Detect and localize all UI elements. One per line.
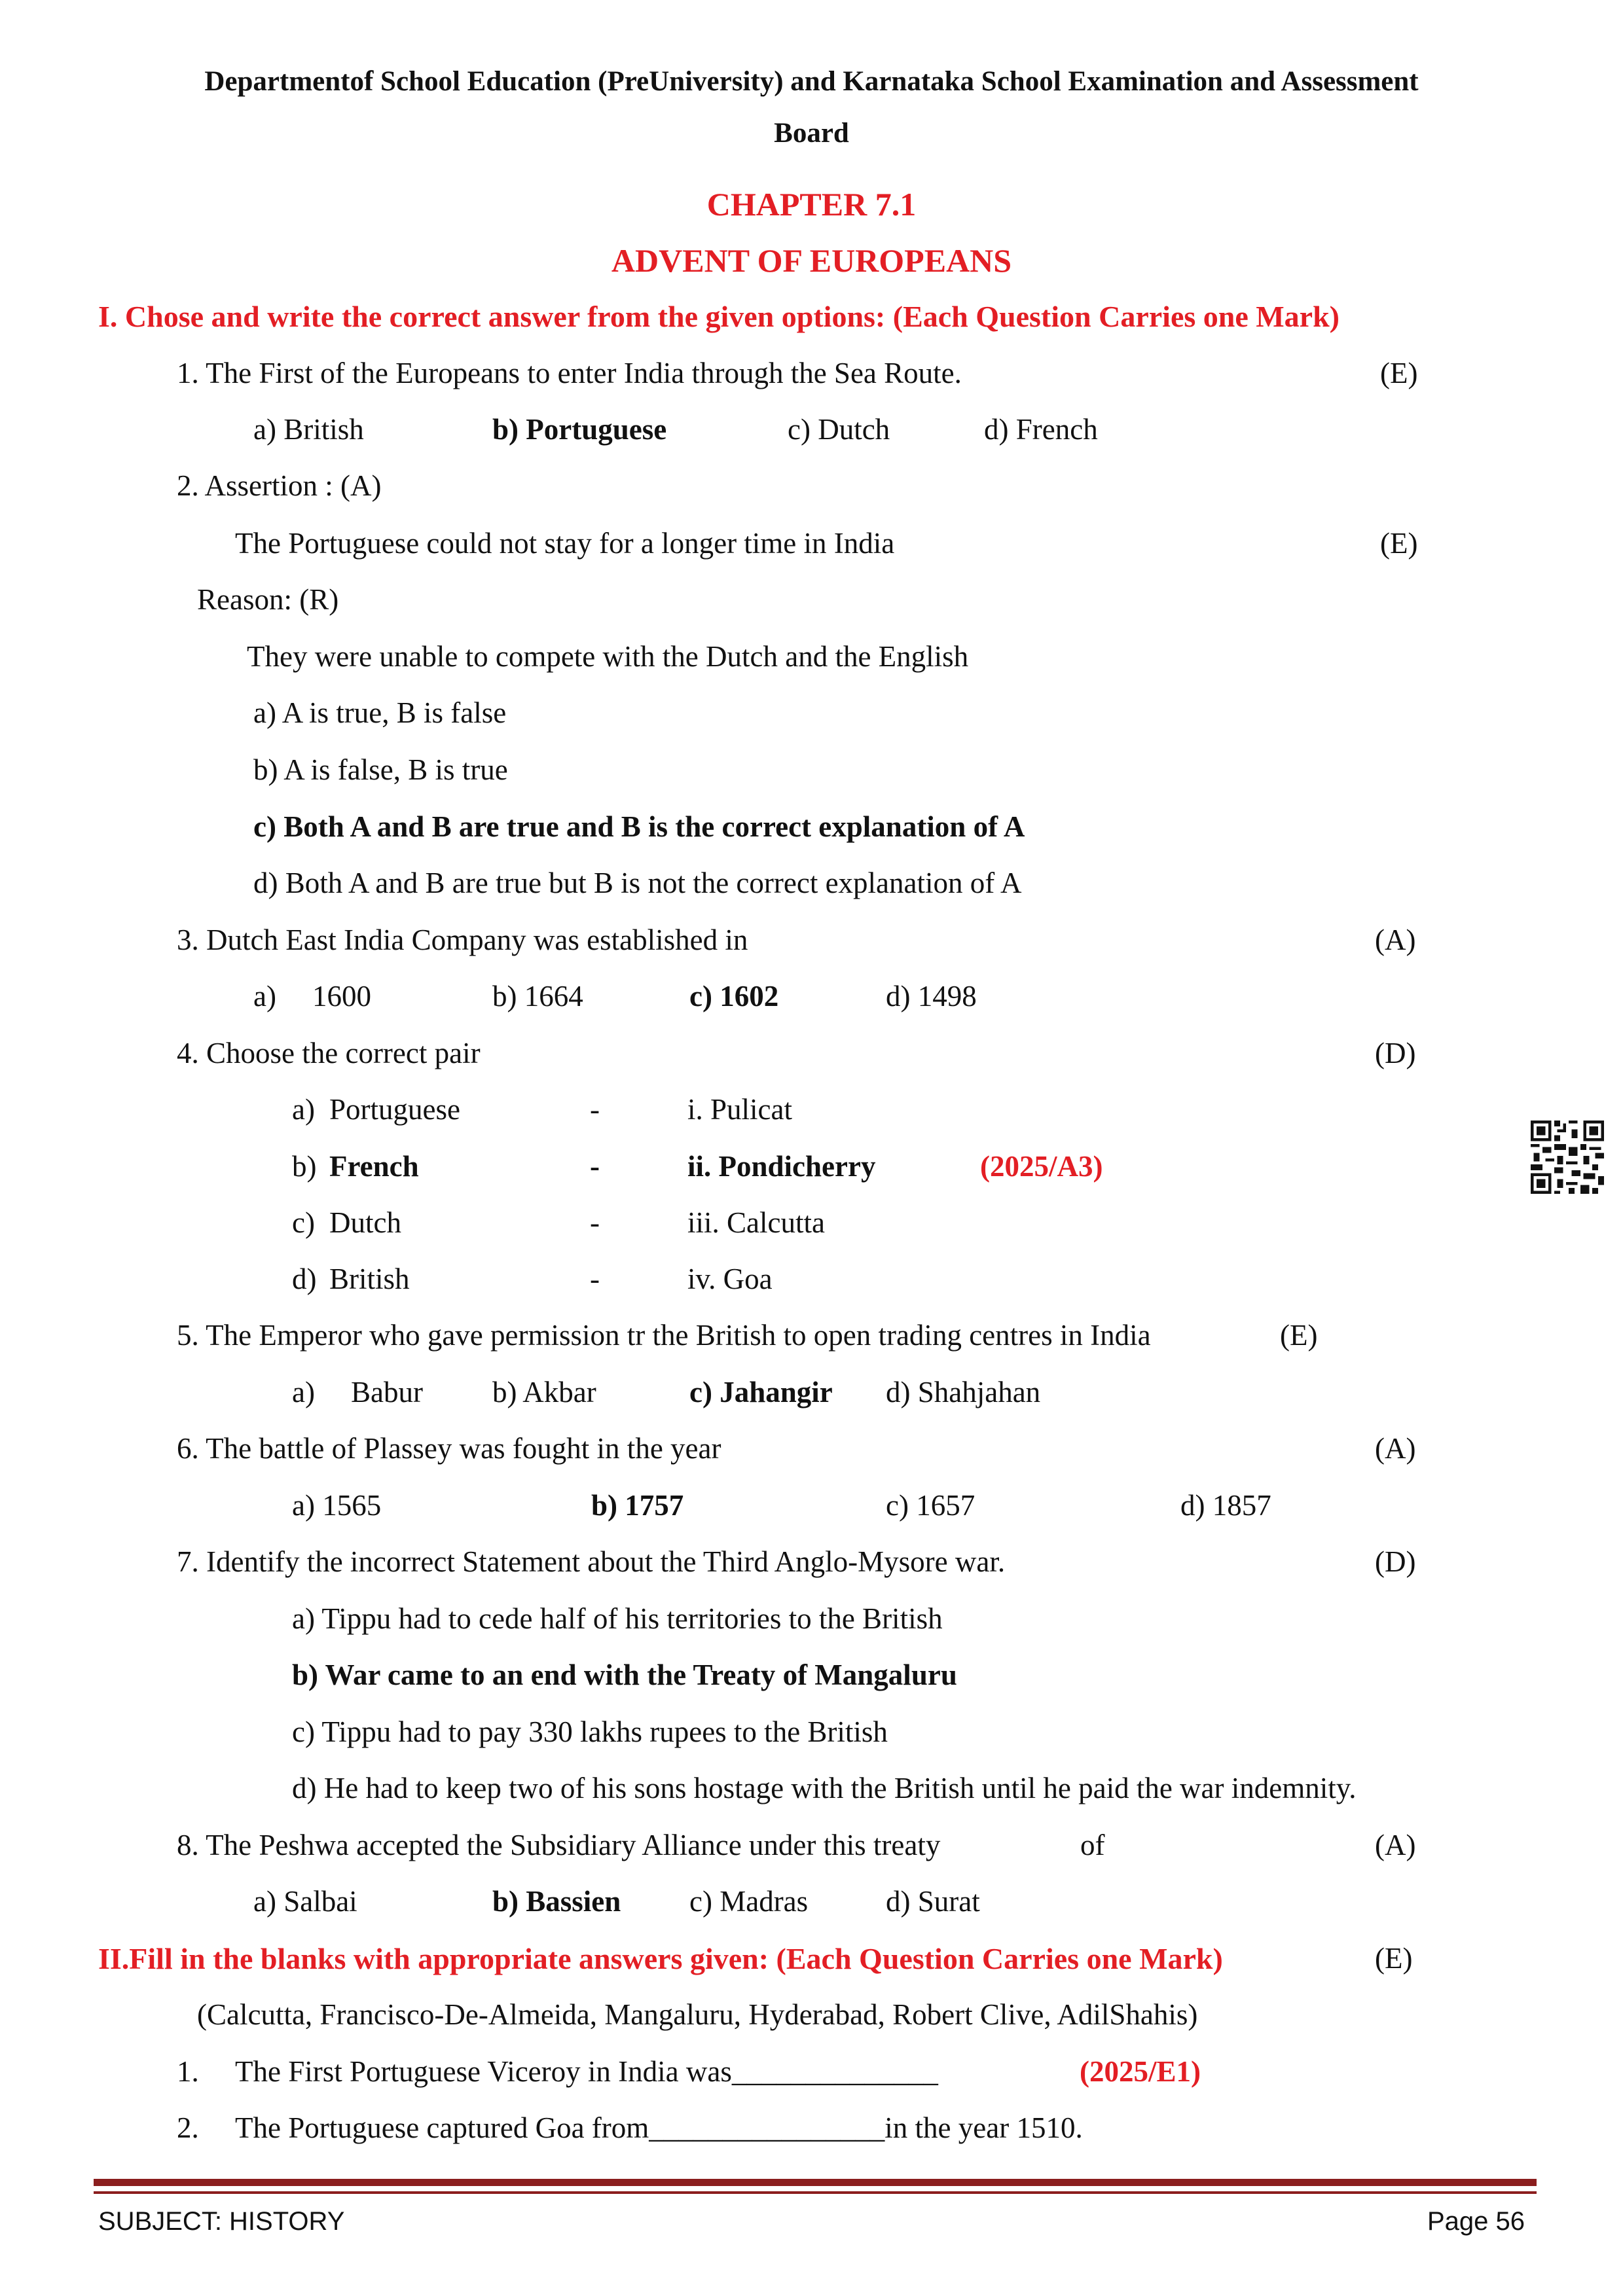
footer-rule-thin xyxy=(94,2191,1537,2194)
question-8: 8. The Peshwa accepted the Subsidiary Alliance under this treaty xyxy=(177,1829,941,1861)
fill-blank-1-number: 1. xyxy=(177,2055,199,2088)
q4-pair-d-dash: - xyxy=(590,1263,600,1295)
section-2-heading: II.Fill in the blanks with appropriate answers given: (Each Question Carries one Mark) xyxy=(98,1942,1223,1975)
board-header-line1: Departmentof School Education (PreUniversity) and Karnataka School Examination and Assessment xyxy=(204,66,1419,97)
question-1-tag: (E) xyxy=(1380,357,1418,389)
q6-option-b-answer: b) 1757 xyxy=(591,1489,684,1522)
q1-option-c: c) Dutch xyxy=(788,413,890,446)
q6-option-a: a) 1565 xyxy=(292,1489,382,1522)
fill-blank-1-reference: (2025/E1) xyxy=(1080,2055,1201,2088)
q4-pair-d-right: iv. Goa xyxy=(687,1263,773,1295)
question-4-tag: (D) xyxy=(1375,1037,1416,1069)
q4-pair-d-left: British xyxy=(329,1263,410,1295)
q7-option-d: d) He had to keep two of his sons hostage with the British until he paid the war indemnity. xyxy=(292,1772,1357,1804)
q2-assertion: The Portuguese could not stay for a longer time in India xyxy=(235,527,895,560)
section-2-options: (Calcutta, Francisco-De-Almeida, Mangaluru, Hyderabad, Robert Clive, AdilShahis) xyxy=(197,1998,1198,2031)
q5-option-a-label: a) xyxy=(292,1376,315,1408)
q8-option-b-answer: b) Bassien xyxy=(492,1885,621,1918)
q4-pair-a-left: Portuguese xyxy=(329,1093,460,1126)
q2-reason: They were unable to compete with the Dutch and the English xyxy=(247,640,969,673)
q4-pair-a-label: a) xyxy=(292,1093,315,1126)
q3-option-a-value: 1600 xyxy=(312,980,371,1013)
q8-option-d: d) Surat xyxy=(886,1885,980,1918)
q2-reason-label: Reason: (R) xyxy=(197,583,339,616)
q8-option-a: a) Salbai xyxy=(253,1885,357,1918)
footer-page-number: Page 56 xyxy=(1427,2207,1525,2236)
q5-option-c-answer: c) Jahangir xyxy=(689,1376,833,1408)
board-header-line2: Board xyxy=(774,118,849,149)
q4-pair-b-right-answer: ii. Pondicherry xyxy=(687,1150,876,1183)
q3-option-a-label: a) xyxy=(253,980,276,1013)
question-1: 1. The First of the Europeans to enter India through the Sea Route. xyxy=(177,357,962,389)
fill-blank-2-text: The Portuguese captured Goa from________________in the year 1510. xyxy=(235,2111,1083,2144)
question-5: 5. The Emperor who gave permission tr the British to open trading centres in India xyxy=(177,1319,1151,1352)
q7-option-b-answer: b) War came to an end with the Treaty of Mangaluru xyxy=(292,1659,957,1691)
question-8-of: of xyxy=(1080,1829,1105,1861)
q1-option-d: d) French xyxy=(984,413,1098,446)
q3-option-b: b) 1664 xyxy=(492,980,583,1013)
q3-option-c-answer: c) 1602 xyxy=(689,980,779,1013)
q4-pair-c-dash: - xyxy=(590,1206,600,1239)
fill-blank-2-number: 2. xyxy=(177,2111,199,2144)
question-5-tag: (E) xyxy=(1280,1319,1318,1352)
q6-option-c: c) 1657 xyxy=(886,1489,976,1522)
section-1-heading: I. Chose and write the correct answer from the given options: (Each Question Carries one Mark) xyxy=(98,300,1340,333)
q5-option-a-value: Babur xyxy=(351,1376,423,1408)
footer-subject: SUBJECT: HISTORY xyxy=(98,2207,345,2236)
q4-pair-c-label: c) xyxy=(292,1206,315,1239)
question-8-tag: (A) xyxy=(1375,1829,1416,1861)
q2-option-a: a) A is true, B is false xyxy=(253,696,507,729)
chapter-number: CHAPTER 7.1 xyxy=(706,186,917,223)
question-3-tag: (A) xyxy=(1375,924,1416,956)
question-6-tag: (A) xyxy=(1375,1432,1416,1465)
q1-option-a: a) British xyxy=(253,413,364,446)
q3-option-d: d) 1498 xyxy=(886,980,977,1013)
q7-option-a: a) Tippu had to cede half of his territories to the British xyxy=(292,1602,943,1635)
q4-pair-a-dash: - xyxy=(590,1093,600,1126)
q4-pair-b-left-answer: French xyxy=(329,1150,419,1183)
q5-option-b: b) Akbar xyxy=(492,1376,596,1408)
question-4: 4. Choose the correct pair xyxy=(177,1037,481,1069)
q4-pair-a-right: i. Pulicat xyxy=(687,1093,792,1126)
q4-pair-c-left: Dutch xyxy=(329,1206,401,1239)
q4-exam-reference: (2025/A3) xyxy=(980,1150,1103,1183)
question-3: 3. Dutch East India Company was established in xyxy=(177,924,748,956)
question-7: 7. Identify the incorrect Statement about the Third Anglo-Mysore war. xyxy=(177,1545,1006,1578)
section-2-tag: (E) xyxy=(1375,1942,1413,1975)
q5-option-d: d) Shahjahan xyxy=(886,1376,1041,1408)
q4-pair-b-label: b) xyxy=(292,1150,317,1183)
chapter-title: ADVENT OF EUROPEANS xyxy=(611,242,1012,279)
q2-option-b: b) A is false, B is true xyxy=(253,753,508,786)
q4-pair-d-label: d) xyxy=(292,1263,317,1295)
footer-rule-thick xyxy=(94,2179,1537,2186)
q8-option-c: c) Madras xyxy=(689,1885,809,1918)
q4-pair-c-right: iii. Calcutta xyxy=(687,1206,825,1239)
qr-code-icon xyxy=(1531,1121,1604,1194)
q7-option-c: c) Tippu had to pay 330 lakhs rupees to the British xyxy=(292,1715,888,1748)
q2-option-c-answer: c) Both A and B are true and B is the correct explanation of A xyxy=(253,810,1025,843)
fill-blank-1-text: The First Portuguese Viceroy in India was______________ xyxy=(235,2055,938,2088)
q2-option-d: d) Both A and B are true but B is not the correct explanation of A xyxy=(253,867,1022,899)
q1-option-b-answer: b) Portuguese xyxy=(492,413,667,446)
question-7-tag: (D) xyxy=(1375,1545,1416,1578)
question-2-tag: (E) xyxy=(1380,527,1418,560)
question-6: 6. The battle of Plassey was fought in the year xyxy=(177,1432,721,1465)
q4-pair-b-dash: - xyxy=(590,1150,600,1183)
q6-option-d: d) 1857 xyxy=(1180,1489,1271,1522)
question-2: 2. Assertion : (A) xyxy=(177,469,382,502)
